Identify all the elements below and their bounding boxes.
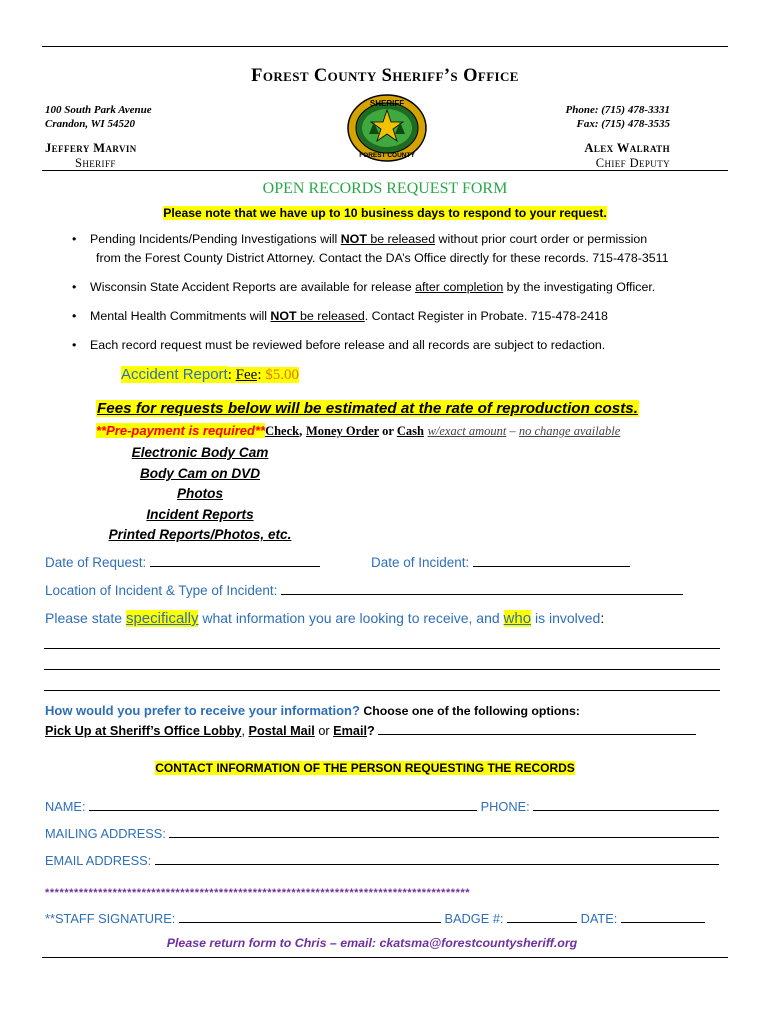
notice-line	[0, 206, 770, 220]
office-title: Forest County Sheriff’s Office	[251, 66, 519, 86]
colon: :	[257, 367, 262, 383]
top-rule	[42, 46, 728, 47]
request-type: Printed Reports/Photos, etc.	[108, 527, 292, 543]
policy-text: Mental Health Commitments will	[90, 309, 271, 323]
email-row	[45, 852, 719, 868]
receive-question	[45, 703, 580, 718]
separator-stars: ****************************************************************************************	[45, 887, 471, 899]
policy-list	[72, 230, 732, 355]
mailing-row	[45, 825, 719, 841]
phone-field[interactable]	[533, 798, 719, 811]
exact-amount: w/exact amount	[427, 424, 507, 438]
date-incident-blank[interactable]	[473, 554, 630, 567]
specify-emphasis: specifically	[125, 610, 199, 627]
comma: ,	[299, 423, 303, 438]
deputy-block	[584, 141, 670, 171]
policy-text: without prior court order or permission	[435, 232, 648, 246]
fee-value: $5.00	[265, 367, 299, 383]
form-title: OPEN RECORDS REQUEST FORM	[262, 180, 508, 197]
prepayment-note: **Pre-payment is required**	[96, 423, 266, 438]
name-field[interactable]	[89, 798, 477, 811]
name-label: NAME:	[45, 799, 90, 814]
specify-text: is involved	[531, 610, 601, 626]
check-option: Check	[265, 424, 300, 438]
separator: ,	[241, 724, 249, 738]
contact-heading-text: CONTACT INFORMATION OF THE PERSON REQUESTING THE RECORDS	[155, 761, 575, 775]
address-line-2: Crandon, WI 54520	[45, 118, 135, 130]
policy-text: Pending Incidents/Pending Investigations will	[90, 232, 341, 246]
accident-fee-line	[121, 366, 299, 384]
details-line-3[interactable]	[44, 690, 720, 691]
no-change: no change available	[518, 424, 621, 438]
sheriff-name: Jeffery Marvin	[45, 141, 137, 155]
colon: :	[600, 610, 605, 626]
staff-signature-label: **STAFF SIGNATURE:	[45, 911, 179, 926]
phone-label: PHONE:	[477, 799, 534, 814]
policy-after: after completion	[415, 280, 504, 294]
sheriff-badge-logo	[347, 94, 427, 162]
date-request-blank[interactable]	[150, 554, 320, 567]
policy-released: be released	[366, 232, 436, 246]
receive-question-text: How would you prefer to receive your information?	[45, 703, 360, 718]
specify-prompt	[45, 610, 604, 627]
receive-blank[interactable]	[378, 722, 696, 735]
details-line-1[interactable]	[44, 648, 720, 649]
accident-report-label: Accident Report	[121, 366, 228, 383]
cash-option: Cash	[396, 424, 424, 438]
badge-field[interactable]	[507, 910, 577, 923]
office-contact	[566, 103, 671, 131]
sheriff-title: Sheriff	[75, 156, 116, 170]
specify-text: what information you are looking to receive, and	[198, 610, 504, 626]
policy-item	[72, 336, 732, 355]
request-type: Body Cam on DVD	[139, 465, 261, 481]
request-type: Incident Reports	[146, 506, 254, 522]
policy-item	[72, 230, 732, 268]
who-emphasis: who	[503, 610, 532, 627]
or-text: or	[379, 424, 397, 438]
colon: :	[227, 367, 232, 383]
mailing-field[interactable]	[169, 825, 719, 838]
return-instruction: Please return form to Chris – email: ckatsma@forestcountysheriff.org	[166, 936, 578, 950]
badge-top-text: SHERIFF	[369, 99, 405, 108]
bottom-rule	[42, 957, 728, 958]
policy-text: . Contact Register in Probate. 715-478-2418	[364, 309, 608, 323]
address-line-1: 100 South Park Avenue	[45, 104, 152, 116]
request-types	[90, 443, 310, 546]
payment-line	[96, 423, 620, 439]
receive-options	[45, 722, 696, 738]
request-type: Electronic Body Cam	[131, 445, 269, 460]
choose-text: Choose one of the following options:	[359, 704, 580, 718]
policy-item	[72, 307, 732, 326]
email-option[interactable]: Email	[333, 724, 367, 738]
specify-text: Please state	[45, 610, 126, 626]
mailing-label: MAILING ADDRESS:	[45, 826, 170, 841]
policy-not: NOT	[340, 232, 367, 246]
office-address	[45, 103, 152, 131]
fax-number: Fax: (715) 478-3535	[576, 118, 670, 130]
email-field[interactable]	[155, 852, 719, 865]
badge-label: BADGE #:	[440, 911, 508, 926]
date-field[interactable]	[621, 910, 705, 923]
date-request-field[interactable]	[45, 554, 320, 570]
date-incident-field[interactable]	[371, 554, 630, 570]
deputy-name: Alex Walrath	[584, 141, 670, 155]
policy-text: by the investigating Officer.	[503, 280, 656, 294]
question-mark: ?	[367, 724, 379, 738]
location-field[interactable]	[45, 582, 683, 598]
policy-text: Each record request must be reviewed before release and all records are subject to redaction.	[90, 338, 606, 352]
badge-bottom-text: FOREST COUNTY	[359, 152, 415, 159]
location-blank[interactable]	[281, 582, 683, 595]
pickup-option[interactable]: Pick Up at Sheriff’s Office Lobby	[45, 724, 242, 738]
policy-text: from the Forest County District Attorney. Contact the DA’s Office directly for these records. 715-478-3511	[96, 251, 669, 265]
fee-label: Fee	[235, 367, 258, 383]
date-label: DATE:	[577, 911, 621, 926]
policy-item	[72, 278, 732, 297]
date-incident-label: Date of Incident:	[371, 555, 474, 570]
or-text: or	[314, 724, 334, 738]
fees-heading: Fees for requests below will be estimated at the rate of reproduction costs.	[97, 400, 638, 417]
policy-text: Wisconsin State Accident Reports are available for release	[90, 280, 416, 294]
notice-text: Please note that we have up to 10 business days to respond to your request.	[163, 206, 607, 220]
postal-mail-option[interactable]: Postal Mail	[248, 724, 315, 738]
name-phone-row	[45, 798, 719, 814]
dash: –	[506, 424, 519, 438]
deputy-title: Chief Deputy	[595, 156, 670, 170]
contact-heading	[0, 761, 730, 775]
policy-not: NOT	[270, 309, 297, 323]
details-line-2[interactable]	[44, 669, 720, 670]
email-label: EMAIL ADDRESS:	[45, 853, 155, 868]
policy-released: be released	[296, 309, 365, 323]
header-rule	[42, 170, 728, 171]
staff-row	[45, 910, 705, 926]
sheriff-block	[45, 141, 137, 171]
money-order-option: Money Order	[305, 424, 380, 438]
date-request-label: Date of Request:	[45, 555, 151, 570]
phone-number: Phone: (715) 478-3331	[565, 104, 670, 116]
location-label: Location of Incident & Type of Incident:	[45, 583, 282, 598]
staff-signature-field[interactable]	[179, 910, 441, 923]
request-type: Photos	[176, 486, 224, 502]
